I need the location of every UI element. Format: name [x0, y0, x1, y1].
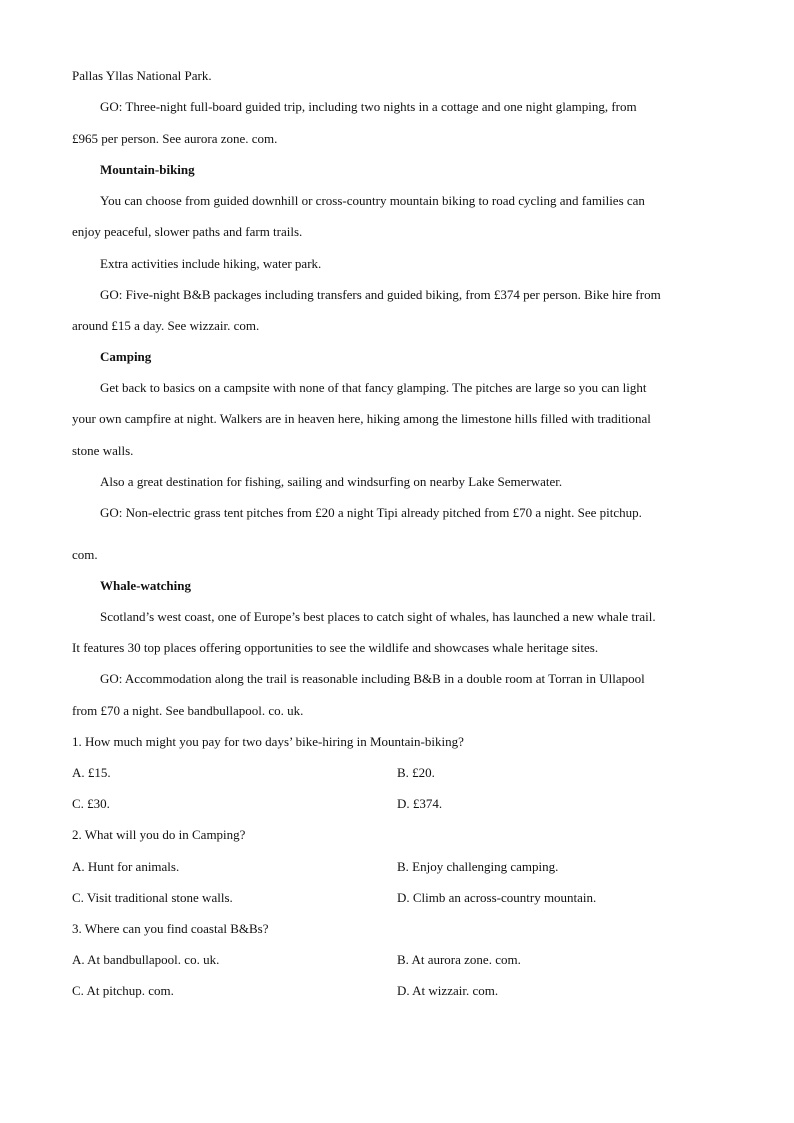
- section-heading-mountain-biking: Mountain-biking: [100, 162, 195, 177]
- intro-tail: Pallas Yllas National Park.: [72, 68, 212, 83]
- camping-go-line-1: GO: Non-electric grass tent pitches from £20 a night Tipi already pitched from £70 a night. See pitchup.: [100, 505, 642, 520]
- question-2-option-b: B. Enjoy challenging camping.: [397, 859, 559, 874]
- question-3-option-b: B. At aurora zone. com.: [397, 952, 521, 967]
- camping-extra: Also a great destination for fishing, sailing and windsurfing on nearby Lake Semerwater.: [100, 474, 563, 489]
- section-heading-whale-watching: Whale-watching: [100, 578, 191, 593]
- mountain-biking-extra: Extra activities include hiking, water park.: [100, 256, 322, 271]
- whale-watching-para-line-1: Scotland’s west coast, one of Europe’s best places to catch sight of whales, has launched a new whale trail.: [100, 609, 656, 624]
- question-1-option-b: B. £20.: [397, 765, 435, 780]
- question-3-stem: 3. Where can you find coastal B&Bs?: [72, 921, 269, 936]
- question-3-option-a: A. At bandbullapool. co. uk.: [72, 952, 220, 967]
- question-3-option-d: D. At wizzair. com.: [397, 983, 499, 998]
- question-2-option-c: C. Visit traditional stone walls.: [72, 890, 233, 905]
- camping-para-line-1: Get back to basics on a campsite with none of that fancy glamping. The pitches are large so you can light: [100, 380, 647, 395]
- question-2-stem: 2. What will you do in Camping?: [72, 827, 246, 842]
- whale-watching-para-line-2: It features 30 top places offering opportunities to see the wildlife and showcases whale heritage sites.: [72, 640, 599, 655]
- camping-go-line-2: com.: [72, 547, 98, 562]
- question-2-option-a: A. Hunt for animals.: [72, 859, 180, 874]
- question-1-option-a: A. £15.: [72, 765, 111, 780]
- arctic-go-line-2: £965 per person. See aurora zone. com.: [72, 131, 278, 146]
- mountain-biking-para-line-2: enjoy peaceful, slower paths and farm trails.: [72, 224, 303, 239]
- question-1-option-d: D. £374.: [397, 796, 443, 811]
- camping-para-line-3: stone walls.: [72, 443, 134, 458]
- question-2-option-d: D. Climb an across-country mountain.: [397, 890, 597, 905]
- whale-watching-go-line-1: GO: Accommodation along the trail is reasonable including B&B in a double room at Torran in Ullapool: [100, 671, 645, 686]
- question-1-stem: 1. How much might you pay for two days’ bike-hiring in Mountain-biking?: [72, 734, 464, 749]
- mountain-biking-para-line-1: You can choose from guided downhill or cross-country mountain biking to road cycling and families can: [100, 193, 645, 208]
- question-3-option-c: C. At pitchup. com.: [72, 983, 174, 998]
- mountain-biking-go-line-2: around £15 a day. See wizzair. com.: [72, 318, 260, 333]
- mountain-biking-go-line-1: GO: Five-night B&B packages including transfers and guided biking, from £374 per person. Bike hire from: [100, 287, 661, 302]
- whale-watching-go-line-2: from £70 a night. See bandbullapool. co. uk.: [72, 703, 304, 718]
- camping-para-line-2: your own campfire at night. Walkers are in heaven here, hiking among the limestone hills filled with traditional: [72, 411, 651, 426]
- question-1-option-c: C. £30.: [72, 796, 110, 811]
- arctic-go-line-1: GO: Three-night full-board guided trip, including two nights in a cottage and one night glamping, from: [100, 99, 637, 114]
- section-heading-camping: Camping: [100, 349, 152, 364]
